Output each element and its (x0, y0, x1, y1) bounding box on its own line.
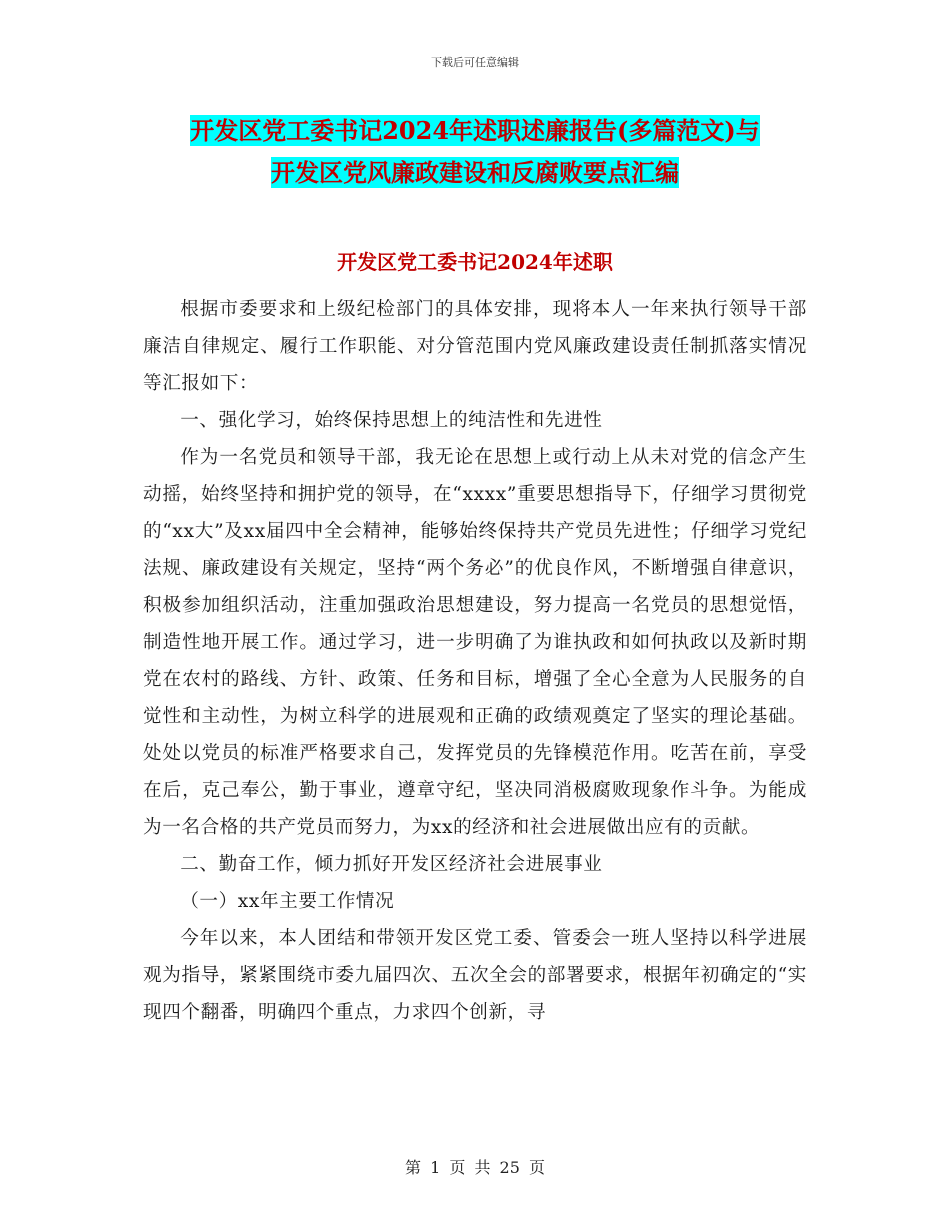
heading-part-2: 二、勤奋工作，倾力抓好开发区经济社会进展事业 (180, 854, 603, 875)
subheading-2-1: （一）xx年主要工作情况 (180, 891, 395, 912)
section-title: 开发区党工委书记2024年述职 (337, 250, 613, 274)
paragraph-intro: 根据市委要求和上级纪检部门的具体安排，现将本人一年来执行领导干部廉洁自律规定、履行工作职能、对分管范围内党风廉政建设责任制抓落实情况等汇报如下： (143, 299, 807, 394)
paragraph-part-2-1: 今年以来，本人团结和带领开发区党工委、管委会一班人坚持以科学进展观为指导，紧紧围绕市委九届四次、五次全会的部署要求，根据年初确定的“实现四个翻番，明确四个重点，力求四个创新，寻 (143, 928, 807, 1023)
page-footer: 第 1 页 共 25 页 (405, 1158, 545, 1177)
document-title-line-2: 开发区党风廉政建设和反腐败要点汇编 (271, 158, 679, 187)
header-note: 下载后可任意编辑 (431, 56, 519, 69)
paragraph-part-1: 作为一名党员和领导干部，我无论在思想上或行动上从未对党的信念产生动摇，始终坚持和拥护党的领导，在“xxxx”重要思想指导下，仔细学习贯彻党的“xx大”及xx届四中全会精神，能够始终保持共产党员先进性；仔细学习党纪法规、廉政建设有关规定，坚持“两个务必”的优良作风，不断增强自律意识，积极参加组织活动，注重加强政治思想建设，努力提高一名党员的思想觉悟，制造性地开展工作。通过学习，进一步明确了为谁执政和如何执政以及新时期党在农村的路线、方针、政策、任务和目标，增强了全心全意为人民服务的自觉性和主动性，为树立科学的进展观和正确的政绩观奠定了坚实的理论基础。处处以党员的标准严格要求自己，发挥党员的先锋模范作用。吃苦在前，享受在后，克己奉公，勤于事业，遵章守纪，坚决同消极腐败现象作斗争。为能成为一名合格的共产党员而努力，为xx的经济和社会进展做出应有的贡献。 (143, 447, 807, 838)
document-body (143, 291, 807, 1031)
heading-part-1: 一、强化学习，始终保持思想上的纯洁性和先进性 (180, 410, 603, 431)
document-title-line-1: 开发区党工委书记2024年述职述廉报告(多篇范文)与 (190, 116, 760, 145)
document-title (0, 110, 950, 194)
